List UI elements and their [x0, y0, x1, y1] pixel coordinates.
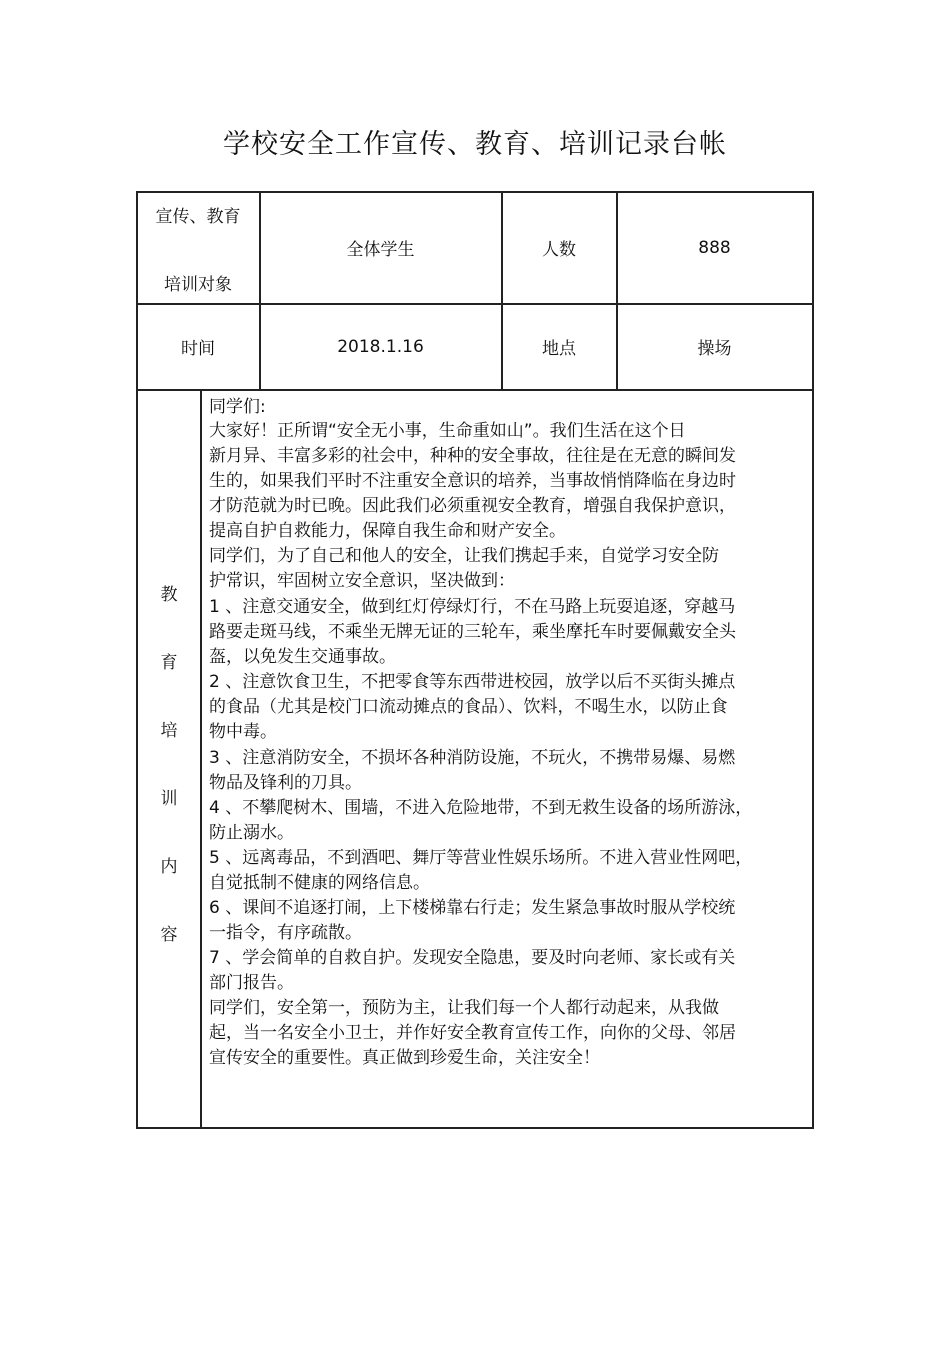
- count-label: 人数: [542, 240, 576, 260]
- place-value: 操场: [697, 339, 732, 359]
- content-label-char: 内: [160, 857, 178, 877]
- content-label-char: 训: [160, 789, 178, 809]
- content-line: 提高自护自救能力，保障自我生命和财产安全。: [209, 521, 566, 541]
- content-line: 1 、注意交通安全，做到红灯停绿灯行，不在马路上玩耍追逐，穿越马: [209, 597, 736, 617]
- content-line: 生的，如果我们平时不注重安全意识的培养，当事故悄悄降临在身边时: [209, 471, 736, 491]
- content-line: 5 、远离毒品，不到酒吧、舞厅等营业性娱乐场所。不进入营业性网吧，: [209, 848, 753, 868]
- content-line: 4 、不攀爬树木、围墙，不进入危险地带，不到无救生设备的场所游泳，: [209, 798, 753, 818]
- content-line: 起，当一名安全小卫士，并作好安全教育宣传工作，向你的父母、邻居: [209, 1023, 736, 1043]
- content-line: 自觉抵制不健康的网络信息。: [209, 873, 430, 893]
- content-line: 路要走斑马线，不乘坐无牌无证的三轮车，乘坐摩托车时要佩戴安全头: [209, 622, 736, 642]
- content-line: 一指令，有序疏散。: [209, 923, 362, 943]
- content-line: 新月异、丰富多彩的社会中，种种的安全事故，往往是在无意的瞬间发: [209, 446, 736, 466]
- content-line: 盔，以免发生交通事故。: [209, 647, 396, 667]
- count-value: 888: [698, 237, 731, 258]
- content-line: 宣传安全的重要性。真正做到珍爱生命，关注安全！: [209, 1048, 600, 1068]
- content-line: 同学们:: [209, 397, 266, 417]
- target-label-line1: 宣传、教育: [155, 207, 241, 227]
- row-divider: [136, 389, 814, 391]
- content-label-char: 育: [160, 653, 178, 673]
- target-label-line2: 培训对象: [164, 275, 232, 295]
- column-divider: [200, 389, 202, 1128]
- content-line: 3 、注意消防安全，不损坏各种消防设施，不玩火，不携带易爆、易燃: [209, 748, 736, 768]
- place-label: 地点: [542, 339, 576, 359]
- content-label-char: 容: [160, 925, 178, 945]
- content-label-char: 教: [160, 585, 178, 605]
- table-border-bottom: [136, 1127, 814, 1129]
- table-border-right: [812, 191, 814, 1128]
- time-label: 时间: [181, 339, 215, 359]
- document-title: 学校安全工作宣传、教育、培训记录台帐: [223, 129, 727, 160]
- content-line: 物中毒。: [209, 722, 277, 742]
- content-line: 6 、课间不追逐打闹，上下楼梯靠右行走；发生紧急事故时服从学校统: [209, 898, 736, 918]
- content-label-char: 培: [160, 721, 178, 741]
- content-line: 部门报告。: [209, 973, 294, 993]
- content-line: 2 、注意饮食卫生，不把零食等东西带进校园，放学以后不买街头摊点: [209, 672, 736, 692]
- content-line: 物品及锋利的刀具。: [209, 773, 362, 793]
- target-value: 全体学生: [346, 240, 415, 260]
- content-line: 的食品（尤其是校门口流动摊点的食品）、饮料，不喝生水，以防止食: [209, 697, 728, 717]
- content-line: 大家好！正所谓“安全无小事，生命重如山”。我们生活在这个日: [209, 421, 686, 441]
- content-line: 同学们，为了自己和他人的安全，让我们携起手来，自觉学习安全防: [209, 546, 719, 566]
- time-value: 2018.1.16: [337, 336, 424, 357]
- content-line: 同学们，安全第一，预防为主，让我们每一个人都行动起来，从我做: [209, 998, 719, 1018]
- content-line: 防止溺水。: [209, 823, 294, 843]
- content-line: 护常识，牢固树立安全意识，坚决做到：: [209, 571, 515, 591]
- content-line: 才防范就为时已晚。因此我们必须重视安全教育，增强自我保护意识，: [209, 496, 736, 516]
- content-line: 7 、学会简单的自救自护。发现安全隐患，要及时向老师、家长或有关: [209, 948, 736, 968]
